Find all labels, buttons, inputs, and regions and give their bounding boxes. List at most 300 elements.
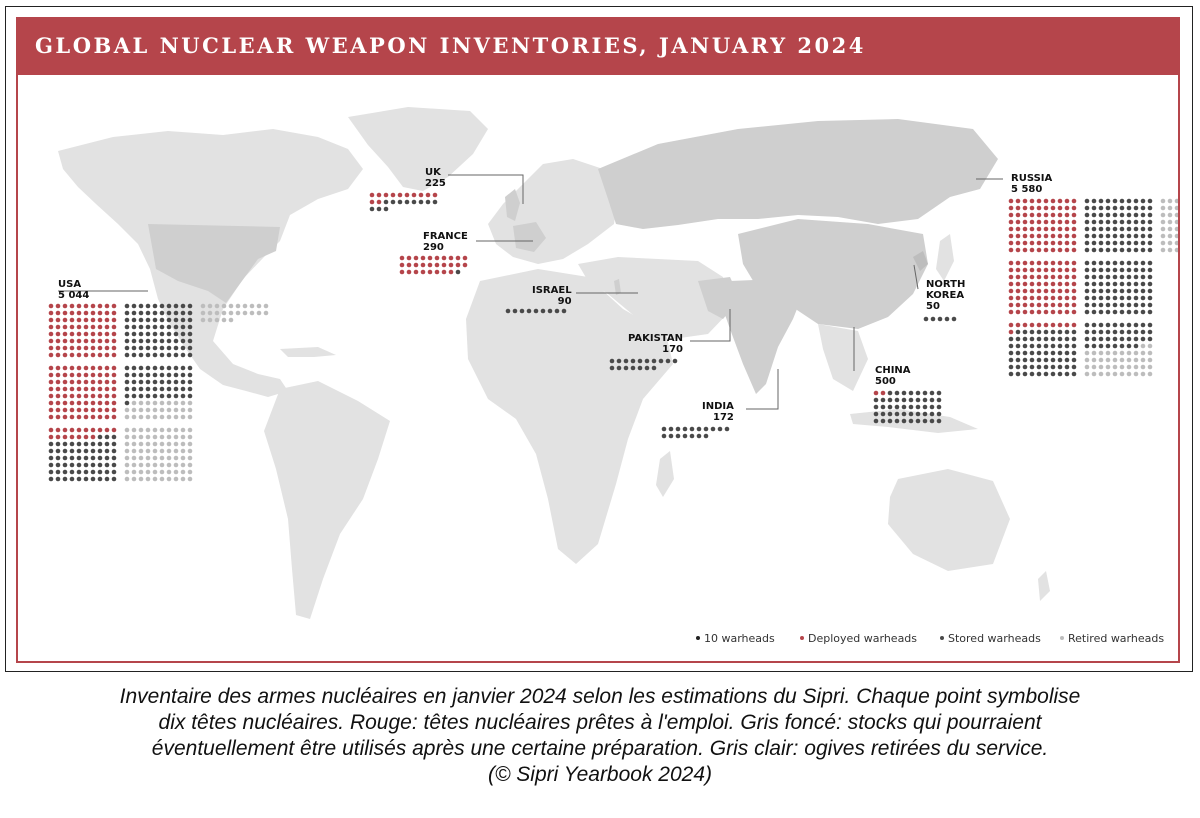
deployed-warhead-dot xyxy=(98,339,103,344)
stored-warhead-dot xyxy=(1058,344,1063,349)
deployed-warhead-dot xyxy=(1016,206,1021,211)
deployed-warhead-dot xyxy=(1051,199,1056,204)
stored-warhead-dot xyxy=(56,449,61,454)
figure-frame xyxy=(5,6,1193,672)
dot-matrix-india xyxy=(662,427,730,439)
deployed-warhead-dot xyxy=(91,435,96,440)
stored-warhead-dot xyxy=(181,311,186,316)
world-map xyxy=(18,19,1178,661)
deployed-warhead-dot xyxy=(1058,303,1063,308)
stored-warhead-dot xyxy=(174,325,179,330)
retired-warhead-dot xyxy=(146,470,151,475)
country-name: UK xyxy=(425,167,441,178)
stored-warhead-dot xyxy=(1072,330,1077,335)
retired-warhead-dot xyxy=(181,408,186,413)
deployed-warhead-dot xyxy=(84,346,89,351)
stored-warhead-dot xyxy=(1085,268,1090,273)
retired-warhead-dot xyxy=(215,318,220,323)
stored-warhead-dot xyxy=(1085,282,1090,287)
deployed-warhead-dot xyxy=(1030,282,1035,287)
stored-warhead-dot xyxy=(1072,351,1077,356)
stored-warhead-dot xyxy=(1113,323,1118,328)
stored-warhead-dot xyxy=(669,427,674,432)
stored-warhead-dot xyxy=(49,470,54,475)
country-name: RUSSIA xyxy=(1011,173,1053,184)
stored-warhead-dot xyxy=(1092,206,1097,211)
stored-warhead-dot xyxy=(112,463,117,468)
stored-warhead-dot xyxy=(181,332,186,337)
stored-warhead-dot xyxy=(1092,261,1097,266)
stored-warhead-dot xyxy=(91,477,96,482)
deployed-warhead-dot xyxy=(84,387,89,392)
stored-warhead-dot xyxy=(1120,289,1125,294)
deployed-warhead-dot xyxy=(1058,234,1063,239)
retired-warhead-dot xyxy=(1168,213,1173,218)
stored-warhead-dot xyxy=(132,387,137,392)
deployed-warhead-dot xyxy=(1030,296,1035,301)
deployed-warhead-dot xyxy=(49,387,54,392)
stored-warhead-dot xyxy=(77,463,82,468)
stored-warhead-dot xyxy=(153,394,158,399)
deployed-warhead-dot xyxy=(77,373,82,378)
stored-warhead-dot xyxy=(1120,344,1125,349)
retired-warhead-dot xyxy=(174,477,179,482)
stored-warhead-dot xyxy=(1120,220,1125,225)
deployed-warhead-dot xyxy=(1009,323,1014,328)
retired-warhead-dot xyxy=(1092,372,1097,377)
stored-warhead-dot xyxy=(1016,337,1021,342)
retired-warhead-dot xyxy=(174,428,179,433)
deployed-warhead-dot xyxy=(98,428,103,433)
country-name: USA xyxy=(58,279,82,290)
deployed-warhead-dot xyxy=(435,270,440,275)
stored-warhead-dot xyxy=(610,366,615,371)
stored-warhead-dot xyxy=(1065,358,1070,363)
stored-warhead-dot xyxy=(146,332,151,337)
deployed-warhead-dot xyxy=(105,373,110,378)
stored-warhead-dot xyxy=(1141,206,1146,211)
stored-warhead-dot xyxy=(181,304,186,309)
retired-warhead-dot xyxy=(160,456,165,461)
stored-warhead-dot xyxy=(1030,330,1035,335)
deployed-warhead-dot xyxy=(384,193,389,198)
deployed-warhead-dot xyxy=(98,332,103,337)
deployed-warhead-dot xyxy=(63,325,68,330)
deployed-warhead-dot xyxy=(84,435,89,440)
deployed-warhead-dot xyxy=(1009,220,1014,225)
legend-dot-icon xyxy=(696,636,700,640)
deployed-warhead-dot xyxy=(1044,296,1049,301)
deployed-warhead-dot xyxy=(1058,282,1063,287)
stored-warhead-dot xyxy=(888,412,893,417)
deployed-warhead-dot xyxy=(56,311,61,316)
deployed-warhead-dot xyxy=(56,346,61,351)
deployed-warhead-dot xyxy=(1037,199,1042,204)
deployed-warhead-dot xyxy=(112,325,117,330)
deployed-warhead-dot xyxy=(1030,303,1035,308)
retired-warhead-dot xyxy=(1106,365,1111,370)
deployed-warhead-dot xyxy=(1058,199,1063,204)
deployed-warhead-dot xyxy=(91,428,96,433)
stored-warhead-dot xyxy=(167,353,172,358)
stored-warhead-dot xyxy=(697,427,702,432)
stored-warhead-dot xyxy=(188,325,193,330)
stored-warhead-dot xyxy=(930,419,935,424)
stored-warhead-dot xyxy=(888,391,893,396)
deployed-warhead-dot xyxy=(1023,323,1028,328)
stored-warhead-dot xyxy=(174,339,179,344)
deployed-warhead-dot xyxy=(407,256,412,261)
stored-warhead-dot xyxy=(132,373,137,378)
stored-warhead-dot xyxy=(548,309,553,314)
stored-warhead-dot xyxy=(384,200,389,205)
deployed-warhead-dot xyxy=(1023,310,1028,315)
stored-warhead-dot xyxy=(1127,282,1132,287)
retired-warhead-dot xyxy=(1168,220,1173,225)
deployed-warhead-dot xyxy=(98,353,103,358)
retired-warhead-dot xyxy=(160,449,165,454)
retired-warhead-dot xyxy=(1141,344,1146,349)
dot-matrix-russia xyxy=(1009,199,1178,377)
stored-warhead-dot xyxy=(902,419,907,424)
stored-warhead-dot xyxy=(1106,337,1111,342)
deployed-warhead-dot xyxy=(77,332,82,337)
stored-warhead-dot xyxy=(132,346,137,351)
deployed-warhead-dot xyxy=(1065,303,1070,308)
stored-warhead-dot xyxy=(1065,330,1070,335)
retired-warhead-dot xyxy=(1134,358,1139,363)
deployed-warhead-dot xyxy=(449,263,454,268)
stored-warhead-dot xyxy=(139,373,144,378)
stored-warhead-dot xyxy=(125,353,130,358)
stored-warhead-dot xyxy=(1134,199,1139,204)
stored-warhead-dot xyxy=(160,353,165,358)
deployed-warhead-dot xyxy=(56,339,61,344)
retired-warhead-dot xyxy=(215,304,220,309)
stored-warhead-dot xyxy=(1134,330,1139,335)
stored-warhead-dot xyxy=(1099,234,1104,239)
stored-warhead-dot xyxy=(1009,365,1014,370)
stored-warhead-dot xyxy=(624,359,629,364)
retired-warhead-dot xyxy=(229,304,234,309)
stored-warhead-dot xyxy=(1148,213,1153,218)
stored-warhead-dot xyxy=(1127,275,1132,280)
deployed-warhead-dot xyxy=(449,270,454,275)
stored-warhead-dot xyxy=(174,373,179,378)
stored-warhead-dot xyxy=(888,419,893,424)
deployed-warhead-dot xyxy=(1037,323,1042,328)
stored-warhead-dot xyxy=(909,391,914,396)
deployed-warhead-dot xyxy=(1030,310,1035,315)
deployed-warhead-dot xyxy=(1072,323,1077,328)
stored-warhead-dot xyxy=(125,394,130,399)
stored-warhead-dot xyxy=(146,394,151,399)
deployed-warhead-dot xyxy=(112,408,117,413)
deployed-warhead-dot xyxy=(435,263,440,268)
stored-warhead-dot xyxy=(1030,365,1035,370)
retired-warhead-dot xyxy=(264,311,269,316)
deployed-warhead-dot xyxy=(56,435,61,440)
deployed-warhead-dot xyxy=(112,318,117,323)
deployed-warhead-dot xyxy=(1016,323,1021,328)
stored-warhead-dot xyxy=(1085,344,1090,349)
retired-warhead-dot xyxy=(160,470,165,475)
deployed-warhead-dot xyxy=(77,304,82,309)
legend-label: Retired warheads xyxy=(1068,632,1165,645)
deployed-warhead-dot xyxy=(91,380,96,385)
deployed-warhead-dot xyxy=(112,311,117,316)
stored-warhead-dot xyxy=(419,200,424,205)
stored-warhead-dot xyxy=(174,304,179,309)
retired-warhead-dot xyxy=(153,428,158,433)
stored-warhead-dot xyxy=(153,346,158,351)
stored-warhead-dot xyxy=(125,318,130,323)
deployed-warhead-dot xyxy=(49,346,54,351)
retired-warhead-dot xyxy=(201,304,206,309)
stored-warhead-dot xyxy=(1085,248,1090,253)
deployed-warhead-dot xyxy=(1044,241,1049,246)
retired-warhead-dot xyxy=(222,304,227,309)
stored-warhead-dot xyxy=(1106,227,1111,232)
stored-warhead-dot xyxy=(188,394,193,399)
stored-warhead-dot xyxy=(1099,248,1104,253)
legend-stored xyxy=(940,632,1041,645)
deployed-warhead-dot xyxy=(70,394,75,399)
deployed-warhead-dot xyxy=(91,394,96,399)
stored-warhead-dot xyxy=(1127,310,1132,315)
deployed-warhead-dot xyxy=(414,270,419,275)
stored-warhead-dot xyxy=(937,391,942,396)
deployed-warhead-dot xyxy=(1037,227,1042,232)
deployed-warhead-dot xyxy=(1030,261,1035,266)
stored-warhead-dot xyxy=(1148,296,1153,301)
stored-warhead-dot xyxy=(938,317,943,322)
deployed-warhead-dot xyxy=(56,401,61,406)
stored-warhead-dot xyxy=(84,449,89,454)
stored-warhead-dot xyxy=(1113,213,1118,218)
stored-warhead-dot xyxy=(77,449,82,454)
deployed-warhead-dot xyxy=(1023,199,1028,204)
stored-warhead-dot xyxy=(520,309,525,314)
retired-warhead-dot xyxy=(125,428,130,433)
stored-warhead-dot xyxy=(1044,372,1049,377)
stored-warhead-dot xyxy=(902,412,907,417)
retired-warhead-dot xyxy=(160,442,165,447)
stored-warhead-dot xyxy=(1127,248,1132,253)
stored-warhead-dot xyxy=(167,311,172,316)
stored-warhead-dot xyxy=(923,419,928,424)
stored-warhead-dot xyxy=(1023,330,1028,335)
retired-warhead-dot xyxy=(229,311,234,316)
retired-warhead-dot xyxy=(167,442,172,447)
retired-warhead-dot xyxy=(132,456,137,461)
deployed-warhead-dot xyxy=(442,256,447,261)
stored-warhead-dot xyxy=(1085,275,1090,280)
stored-warhead-dot xyxy=(160,318,165,323)
stored-warhead-dot xyxy=(63,449,68,454)
retired-warhead-dot xyxy=(1168,241,1173,246)
stored-warhead-dot xyxy=(70,477,75,482)
deployed-warhead-dot xyxy=(1072,289,1077,294)
retired-warhead-dot xyxy=(132,463,137,468)
stored-warhead-dot xyxy=(1037,365,1042,370)
stored-warhead-dot xyxy=(1072,358,1077,363)
retired-warhead-dot xyxy=(167,477,172,482)
stored-warhead-dot xyxy=(1016,330,1021,335)
stored-warhead-dot xyxy=(412,200,417,205)
country-name: PAKISTAN xyxy=(628,333,683,344)
stored-warhead-dot xyxy=(181,380,186,385)
stored-warhead-dot xyxy=(617,366,622,371)
retired-warhead-dot xyxy=(139,470,144,475)
deployed-warhead-dot xyxy=(112,387,117,392)
deployed-warhead-dot xyxy=(1072,310,1077,315)
stored-warhead-dot xyxy=(49,456,54,461)
stored-warhead-dot xyxy=(1085,337,1090,342)
retired-warhead-dot xyxy=(167,408,172,413)
stored-warhead-dot xyxy=(902,398,907,403)
deployed-warhead-dot xyxy=(98,373,103,378)
stored-warhead-dot xyxy=(1134,227,1139,232)
stored-warhead-dot xyxy=(139,332,144,337)
deployed-warhead-dot xyxy=(1023,296,1028,301)
stored-warhead-dot xyxy=(1120,296,1125,301)
deployed-warhead-dot xyxy=(84,311,89,316)
stored-warhead-dot xyxy=(1120,275,1125,280)
stored-warhead-dot xyxy=(84,470,89,475)
retired-warhead-dot xyxy=(132,435,137,440)
stored-warhead-dot xyxy=(153,380,158,385)
deployed-warhead-dot xyxy=(1044,275,1049,280)
dot-matrix-france xyxy=(400,256,468,275)
stored-warhead-dot xyxy=(167,366,172,371)
stored-warhead-dot xyxy=(631,366,636,371)
stored-warhead-dot xyxy=(704,434,709,439)
deployed-warhead-dot xyxy=(63,332,68,337)
stored-warhead-dot xyxy=(160,325,165,330)
retired-warhead-dot xyxy=(188,477,193,482)
retired-warhead-dot xyxy=(139,442,144,447)
deployed-warhead-dot xyxy=(1030,248,1035,253)
deployed-warhead-dot xyxy=(77,346,82,351)
stored-warhead-dot xyxy=(153,353,158,358)
deployed-warhead-dot xyxy=(77,387,82,392)
stored-warhead-dot xyxy=(930,412,935,417)
stored-warhead-dot xyxy=(1092,220,1097,225)
country-total: 172 xyxy=(712,412,734,423)
retired-warhead-dot xyxy=(167,435,172,440)
stored-warhead-dot xyxy=(188,353,193,358)
deployed-warhead-dot xyxy=(70,311,75,316)
country-name: NORTH KOREA xyxy=(926,279,966,301)
legend-retired xyxy=(1060,632,1164,645)
retired-warhead-dot xyxy=(146,442,151,447)
deployed-warhead-dot xyxy=(1037,296,1042,301)
stored-warhead-dot xyxy=(1120,303,1125,308)
deployed-warhead-dot xyxy=(63,394,68,399)
retired-warhead-dot xyxy=(1161,241,1166,246)
retired-warhead-dot xyxy=(1127,372,1132,377)
deployed-warhead-dot xyxy=(1009,261,1014,266)
stored-warhead-dot xyxy=(160,394,165,399)
stored-warhead-dot xyxy=(1120,261,1125,266)
deployed-warhead-dot xyxy=(98,401,103,406)
stored-warhead-dot xyxy=(1099,241,1104,246)
stored-warhead-dot xyxy=(160,332,165,337)
stored-warhead-dot xyxy=(676,434,681,439)
retired-warhead-dot xyxy=(125,470,130,475)
stored-warhead-dot xyxy=(84,463,89,468)
stored-warhead-dot xyxy=(916,405,921,410)
retired-warhead-dot xyxy=(1161,199,1166,204)
deployed-warhead-dot xyxy=(1009,303,1014,308)
stored-warhead-dot xyxy=(513,309,518,314)
stored-warhead-dot xyxy=(1085,213,1090,218)
stored-warhead-dot xyxy=(63,463,68,468)
stored-warhead-dot xyxy=(638,359,643,364)
stored-warhead-dot xyxy=(146,380,151,385)
stored-warhead-dot xyxy=(1113,220,1118,225)
stored-warhead-dot xyxy=(98,442,103,447)
deployed-warhead-dot xyxy=(56,353,61,358)
deployed-warhead-dot xyxy=(63,401,68,406)
country-total: 5 044 xyxy=(58,290,90,301)
deployed-warhead-dot xyxy=(84,325,89,330)
deployed-warhead-dot xyxy=(63,415,68,420)
country-label-russia xyxy=(1011,173,1052,195)
country-label-china xyxy=(875,365,911,387)
stored-warhead-dot xyxy=(1141,268,1146,273)
stored-warhead-dot xyxy=(617,359,622,364)
deployed-warhead-dot xyxy=(1044,248,1049,253)
retired-warhead-dot xyxy=(1148,344,1153,349)
deployed-warhead-dot xyxy=(63,366,68,371)
retired-warhead-dot xyxy=(167,401,172,406)
deployed-warhead-dot xyxy=(63,435,68,440)
retired-warhead-dot xyxy=(1175,227,1178,232)
country-total: 500 xyxy=(875,376,896,387)
country-total: 5 580 xyxy=(1011,184,1043,195)
stored-warhead-dot xyxy=(895,405,900,410)
stored-warhead-dot xyxy=(1085,241,1090,246)
retired-warhead-dot xyxy=(257,311,262,316)
stored-warhead-dot xyxy=(1016,372,1021,377)
stored-warhead-dot xyxy=(1058,337,1063,342)
stored-warhead-dot xyxy=(1141,296,1146,301)
stored-warhead-dot xyxy=(125,339,130,344)
deployed-warhead-dot xyxy=(1037,303,1042,308)
stored-warhead-dot xyxy=(160,380,165,385)
deployed-warhead-dot xyxy=(428,270,433,275)
stored-warhead-dot xyxy=(160,373,165,378)
retired-warhead-dot xyxy=(1175,206,1178,211)
stored-warhead-dot xyxy=(125,387,130,392)
stored-warhead-dot xyxy=(1141,227,1146,232)
stored-warhead-dot xyxy=(112,442,117,447)
deployed-warhead-dot xyxy=(105,353,110,358)
deployed-warhead-dot xyxy=(1030,234,1035,239)
deployed-warhead-dot xyxy=(63,346,68,351)
stored-warhead-dot xyxy=(1127,296,1132,301)
retired-warhead-dot xyxy=(1168,206,1173,211)
stored-warhead-dot xyxy=(84,456,89,461)
caption-line: éventuellement être utilisés après une certaine préparation. Gris clair: ogives retirées du service. xyxy=(151,737,1049,760)
stored-warhead-dot xyxy=(881,412,886,417)
deployed-warhead-dot xyxy=(414,263,419,268)
stored-warhead-dot xyxy=(1148,323,1153,328)
deployed-warhead-dot xyxy=(407,263,412,268)
stored-warhead-dot xyxy=(610,359,615,364)
